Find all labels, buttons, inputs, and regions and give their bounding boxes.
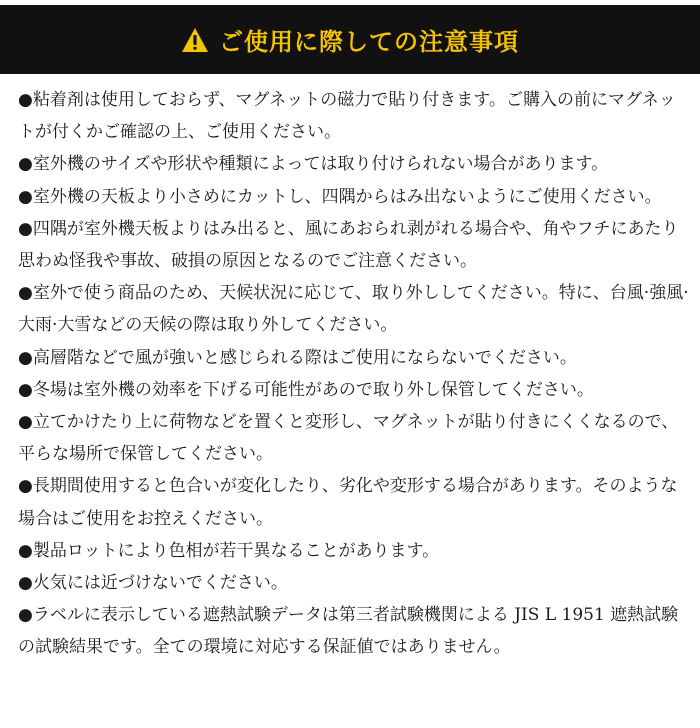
caution-item: ●粘着剤は使用しておらず、マグネットの磁力で貼り付きます。ご購入の前にマグネットが付くかご確認の上、ご使用ください。 [18,90,676,143]
notice-header [0,5,700,74]
caution-item: ●室外機の天板より小さめにカットし、四隅からはみ出ないようにご使用ください。 [18,186,662,207]
warning-icon [181,27,209,53]
caution-list [18,84,690,664]
caution-item: ●火気には近づけないでください。 [18,573,288,594]
caution-item: ●室外で使う商品のため、天候状況に応じて、取り外ししてください。特に、台風·強風·大雨·大雪などの天候の際は取り外してください。 [18,283,689,336]
notice-header-content [181,22,519,57]
caution-item: ●ラベルに表示している遮熱試験データは第三者試験機関による JIS L 1951 遮熱試験の試験結果です。全ての環境に対応する保証値ではありません。 [18,605,679,658]
caution-item: ●冬場は室外機の効率を下げる可能性があので取り外し保管してください。 [18,379,594,400]
caution-item: ●四隅が室外機天板よりはみ出ると、風にあおられ剥がれる場合や、角やフチにあたり思わぬ怪我や事故、破損の原因となるのでご注意ください。 [18,218,679,272]
caution-item: ●高層階などで風が強いと感じられる際はご使用にならないでください。 [18,347,577,368]
notice-title: ご使用に際しての注意事項 [219,28,519,56]
caution-item: ●室外機のサイズや形状や種類によっては取り付けられない場合があります。 [18,154,609,175]
caution-item: ●製品ロットにより色相が若干異なることがあります。 [18,540,440,561]
caution-item: ●長期間使用すると色合いが変化したり、劣化や変形する場合があります。そのような場合はご使用をお控えください。 [18,476,678,529]
caution-item: ●立てかけたり上に荷物などを置くと変形し、マグネットが貼り付きにくくなるので、平らな場所で保管してください。 [18,412,679,465]
